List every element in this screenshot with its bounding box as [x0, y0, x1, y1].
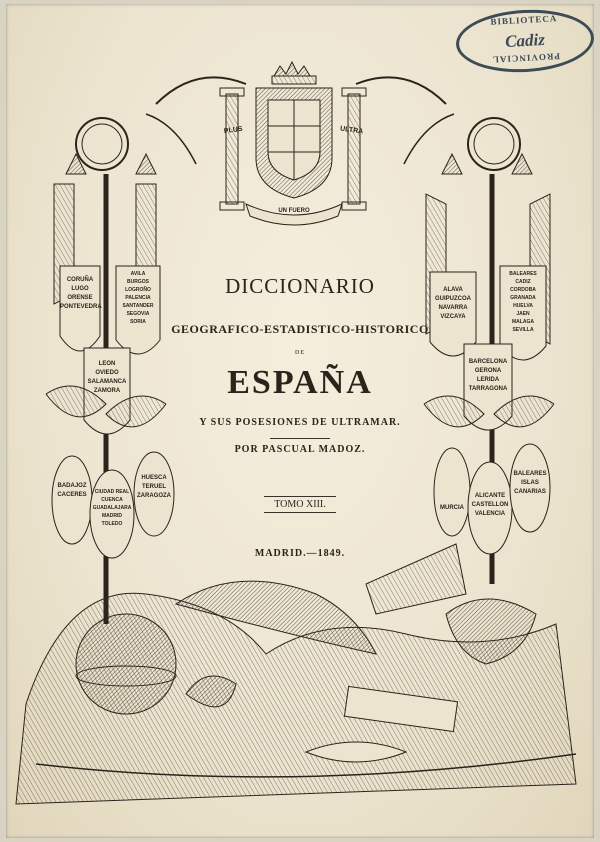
motto-left: PLUS	[223, 125, 244, 136]
shield-right-2: BALEARES CADIZ CORDOBA GRANADA HUELVA JAEN MALAGA SEVILLA	[509, 271, 537, 333]
stamp-line-top: BIBLIOTECA	[490, 13, 558, 27]
title-page	[6, 4, 594, 838]
shield-right-1: ALAVA GUIPUZCOA NAVARRA VIZCAYA	[435, 287, 471, 320]
title-author: POR PASCUAL MADOZ.	[234, 444, 366, 455]
shield-left-5: CIUDAD REAL CUENCA GUADALAJARA MADRID TOLEDO	[92, 489, 132, 527]
crest-banner: UN FUERO	[278, 208, 310, 214]
shield-right-5: ALICANTE CASTELLON VALENCIA	[471, 493, 509, 517]
title-de: DE	[295, 350, 305, 356]
volume-line	[6, 496, 594, 513]
shield-right-6: BALEARES ISLAS CANARIAS	[513, 471, 547, 495]
title-main: DICCIONARIO	[225, 274, 375, 298]
shield-left-2: AVILA BURGOS LOGROÑO PALENCIA SANTANDER SEGOVIA SORIA	[122, 271, 154, 325]
divider-line	[270, 438, 330, 439]
shield-left-1: CORUÑA LUGO ORENSE PONTEVEDRA	[60, 277, 102, 310]
title-possessions: Y SUS POSESIONES DE ULTRAMAR.	[199, 417, 401, 428]
shield-right-3: BARCELONA GERONA LERIDA TARRAGONA	[468, 359, 508, 392]
shield-left-6: HUESCA TERUEL ZARAGOZA	[137, 475, 171, 499]
title-country: ESPAÑA	[227, 364, 373, 401]
title-imprint: MADRID.—1849.	[254, 548, 346, 559]
shield-left-3: LEON OVIEDO SALAMANCA ZAMORA	[87, 361, 127, 394]
shield-left-4: BADAJOZ CACERES	[57, 483, 87, 498]
title-subtitle: GEOGRAFICO-ESTADISTICO-HISTORICO	[171, 322, 429, 336]
stamp-city: Cadiz	[504, 29, 546, 52]
shield-right-4: MURCIA	[440, 505, 464, 511]
motto-right: ULTRA	[339, 125, 364, 136]
title-volume: TOMO XIII.	[264, 496, 335, 513]
royal-crest-icon	[146, 62, 454, 225]
stamp-line-bottom: PROVINCIAL	[491, 51, 561, 65]
